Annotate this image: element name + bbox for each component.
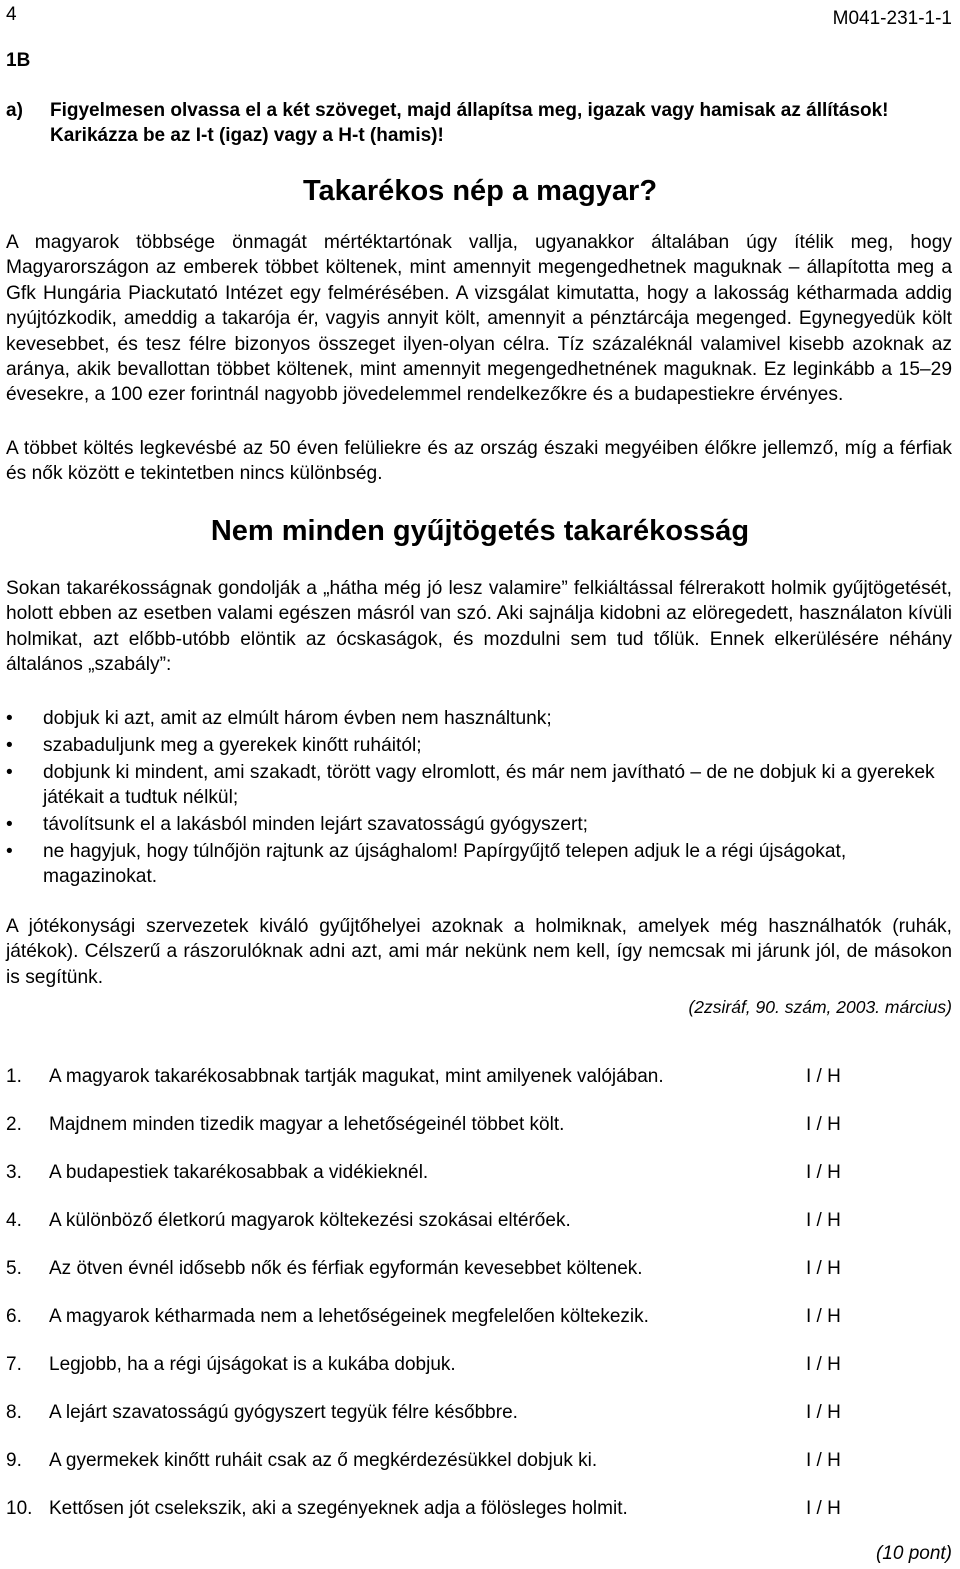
question-text: Kettősen jót cselekszik, aki a szegényeknek adja a fölösleges holmit. xyxy=(49,1498,628,1519)
answer-choice[interactable]: I / H xyxy=(806,1498,841,1519)
instruction-text: Figyelmesen olvassa el a két szöveget, majd állapítsa meg, igazak vagy hamisak az állítások! Karikázza be az I-t (igaz) vagy a H-t (hamis)! xyxy=(50,100,889,146)
question-row xyxy=(6,1210,952,1258)
question-row xyxy=(6,1162,952,1210)
list-item-text: dobjuk ki azt, amit az elmúlt három évben nem használtunk; xyxy=(43,708,552,729)
question-number: 6. xyxy=(6,1306,22,1327)
question-number: 8. xyxy=(6,1402,22,1423)
text1-paragraph-2: A többet költés legkevésbé az 50 éven felüliekre és az ország északi megyéiben élőkre jellemző, míg a férfiak és nők között e tekintetben nincs különbség. xyxy=(6,438,952,485)
list-item-text: távolítsunk el a lakásból minden lejárt szavatosságú gyógyszert; xyxy=(43,814,588,836)
question-row xyxy=(6,1066,952,1114)
question-number: 1. xyxy=(6,1066,22,1087)
question-text: A lejárt szavatosságú gyógyszert tegyük félre későbbre. xyxy=(49,1402,518,1423)
question-text: A magyarok kétharmada nem a lehetőségeinek megfelelően költekezik. xyxy=(49,1306,649,1327)
question-number: 3. xyxy=(6,1162,22,1183)
page-number: 4 xyxy=(6,4,17,25)
question-text: Az ötven évnél idősebb nők és férfiak egyformán kevesebbet költenek. xyxy=(49,1258,643,1279)
list-item-text: dobjunk ki mindent, ami szakadt, törött vagy elromlott, és már nem javítható – de ne dobjuk ki a gyerekek játékait a tudtuk nélkül; xyxy=(43,761,935,809)
bullet-icon: • xyxy=(6,761,13,783)
answer-choice[interactable]: I / H xyxy=(806,1066,841,1087)
instruction-label: a) xyxy=(6,100,23,121)
question-number: 7. xyxy=(6,1354,22,1375)
questions-list xyxy=(6,1066,952,1546)
points-total: (10 pont) xyxy=(875,1543,952,1564)
question-number: 2. xyxy=(6,1114,22,1135)
answer-choice[interactable]: I / H xyxy=(806,1162,841,1183)
bullet-icon: • xyxy=(6,841,13,863)
bullet-icon: • xyxy=(6,814,13,836)
list-item-text: szabaduljunk meg a gyerekek kinőtt ruháitól; xyxy=(43,734,422,756)
list-item-text: ne hagyjuk, hogy túlnőjön rajtunk az újsághalom! Papírgyűjtő telepen adjuk le a régi újságokat, magazinokat. xyxy=(43,841,847,888)
question-row xyxy=(6,1258,952,1306)
question-text: A különböző életkorú magyarok költekezési szokásai eltérőek. xyxy=(49,1210,571,1231)
answer-choice[interactable]: I / H xyxy=(806,1450,841,1471)
document-code: M041-231-1-1 xyxy=(832,8,952,29)
question-row xyxy=(6,1498,952,1546)
question-number: 5. xyxy=(6,1258,22,1279)
question-text: Majdnem minden tizedik magyar a lehetőségeinél többet költ. xyxy=(49,1114,565,1135)
list-item xyxy=(6,812,952,837)
bullet-icon: • xyxy=(6,734,13,756)
question-text: A gyermekek kinőtt ruháit csak az ő megkérdezésükkel dobjuk ki. xyxy=(49,1450,598,1471)
list-item xyxy=(6,839,952,890)
answer-choice[interactable]: I / H xyxy=(806,1114,841,1135)
question-row xyxy=(6,1114,952,1162)
text1-title: Takarékos nép a magyar? xyxy=(302,175,658,207)
question-row xyxy=(6,1306,952,1354)
question-row xyxy=(6,1354,952,1402)
list-item xyxy=(6,733,952,758)
question-number: 10. xyxy=(6,1498,33,1519)
text1-paragraph-1: A magyarok többsége önmagát mértéktartónak vallja, ugyanakkor általában úgy ítélik meg, hogy Magyarországon az emberek többet költenek, mint amennyit megengedhetnek maguknak – állapította meg a Gfk Hungária Piackutató Intézet egy felmérésében. A vizsgálat kimutatta, hogy a lakosság kétharmada addig nyújtózkodik, ameddig a takarója ér, vagyis annyit költ, amennyit a pénztárcája megenged. Egynegyedük költ kevesebbet, és tesz félre bizonyos összeget ilyen-olyan célra. Tíz százaléknál valamivel kisebb azoknak az aránya, akik bevallottan többet költenek, mint amennyit megengedhetnének maguknak. Ez leginkább a 15–29 évesekre, a 100 ezer forintnál nagyobb jövedelemmel rendelkezőkre és a budapestiekre érvényes. xyxy=(6,232,952,406)
bullet-icon: • xyxy=(6,708,13,729)
question-row xyxy=(6,1450,952,1498)
question-number: 9. xyxy=(6,1450,22,1471)
question-number: 4. xyxy=(6,1210,22,1231)
question-text: A budapestiek takarékosabbak a vidékieknél. xyxy=(49,1162,429,1183)
rules-list xyxy=(6,706,952,891)
question-row xyxy=(6,1402,952,1450)
answer-choice[interactable]: I / H xyxy=(806,1210,841,1231)
answer-choice[interactable]: I / H xyxy=(806,1258,841,1279)
text2-title: Nem minden gyűjtögetés takarékosság xyxy=(210,515,750,547)
text2-closing: A jótékonysági szervezetek kiváló gyűjtőhelyei azoknak a holmiknak, amelyek még használhatók (ruhák, játékok). Célszerű a rászorulóknak adni azt, ami már nekünk nem kell, így nemcsak mi járunk jól, de másokon is segítünk. xyxy=(6,916,952,988)
text2-intro: Sokan takarékosságnak gondolják a „hátha még jó lesz valamire” felkiáltással félrerakott holmik gyűjtögetését, holott ebben az esetben valami egészen másról van szó. Aki sajnálja kidobni az elöregedett, használaton kívüli holmikat, azt előbb-utóbb elöntik az ócskaságok, és mozdulni sem tud tőlük. Ennek elkerülésére néhány általános „szabály”: xyxy=(6,578,952,676)
source-citation: (2zsiráf, 90. szám, 2003. március) xyxy=(688,997,952,1017)
section-label: 1B xyxy=(6,50,31,71)
answer-choice[interactable]: I / H xyxy=(806,1402,841,1423)
list-item xyxy=(6,706,952,731)
list-item xyxy=(6,760,952,811)
answer-choice[interactable]: I / H xyxy=(806,1306,841,1327)
question-text: A magyarok takarékosabbnak tartják magukat, mint amilyenek valójában. xyxy=(49,1066,664,1087)
answer-choice[interactable]: I / H xyxy=(806,1354,841,1375)
question-text: Legjobb, ha a régi újságokat is a kukába dobjuk. xyxy=(49,1354,456,1375)
